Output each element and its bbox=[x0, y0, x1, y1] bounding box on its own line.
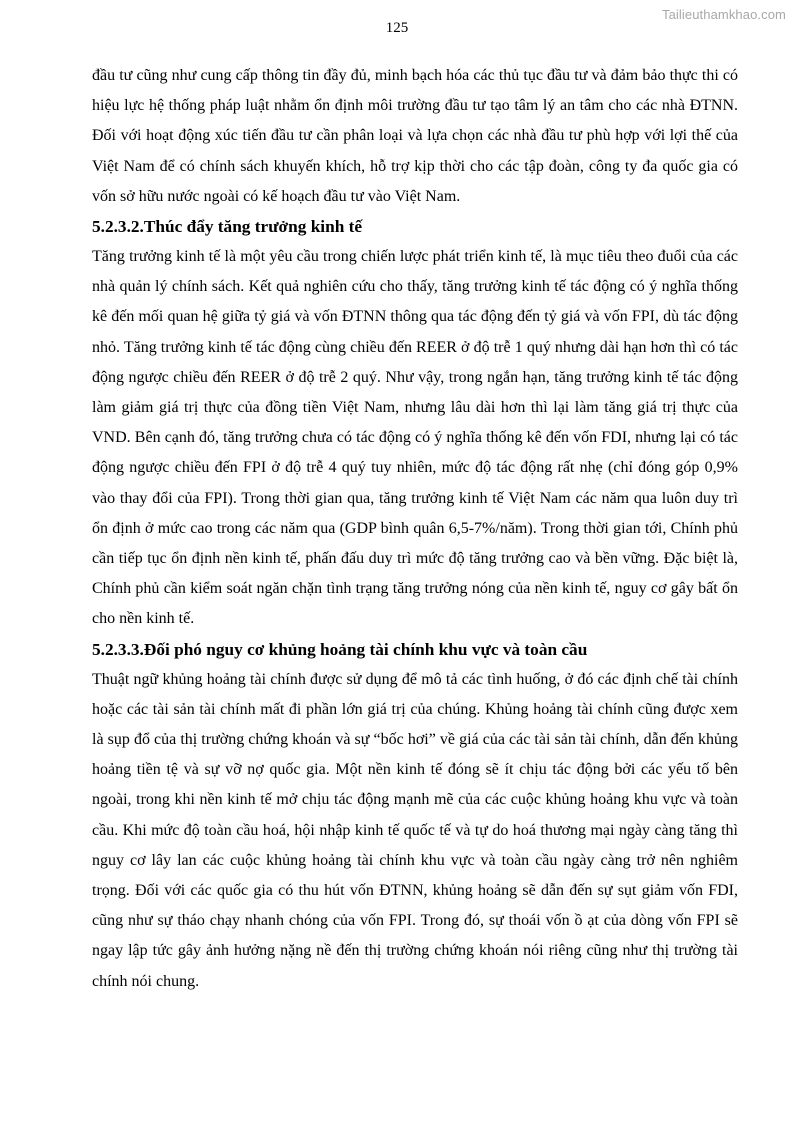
watermark: Tailieuthamkhao.com bbox=[661, 7, 786, 22]
paragraph-investment-policy: đầu tư cũng như cung cấp thông tin đầy đủ, minh bạch hóa các thủ tục đầu tư và đảm bảo thực thi có hiệu lực hệ thống pháp luật nhằm ổn định môi trường đầu tư tạo tâm lý an tâm cho các nhà ĐTNN. Đối với hoạt động xúc tiến đầu tư cần phân loại và lựa chọn các nhà đầu tư phù hợp với lợi thế của Việt Nam để có chính sách khuyến khích, hỗ trợ kịp thời cho các tập đoàn, công ty đa quốc gia có vốn sở hữu nước ngoài có kế hoạch đầu tư vào Việt Nam. bbox=[92, 67, 738, 205]
paragraph-financial-crisis: Thuật ngữ khủng hoảng tài chính được sử dụng để mô tả các tình huống, ở đó các định chế tài chính hoặc các tài sản tài chính mất đi phần lớn giá trị của chúng. Khủng hoảng tài chính cũng được xem là sụp đổ của thị trường chứng khoán và sự “bốc hơi” về giá của các tài sản tài chính, dẫn đến khủng hoảng tiền tệ và sự vỡ nợ quốc gia. Một nền kinh tế đóng sẽ ít chịu tác động bởi các yếu tố bên ngoài, trong khi nền kinh tế mở chịu tác động mạnh mẽ của các cuộc khủng hoảng khu vực và toàn cầu. Khi mức độ toàn cầu hoá, hội nhập kinh tế quốc tế và tự do hoá thương mại ngày càng tăng thì nguy cơ lây lan các cuộc khủng hoảng tài chính khu vực và toàn cầu ngày càng trở nên nghiêm trọng. Đối với các quốc gia có thu hút vốn ĐTNN, khủng hoảng sẽ dẫn đến sự sụt giảm vốn FDI, cũng như sự tháo chạy nhanh chóng của vốn FPI. Trong đó, sự thoái vốn ồ ạt của dòng vốn FPI sẽ ngay lập tức gây ảnh hưởng nặng nề đến thị trường chứng khoán nói riêng cũng như thị trường tài chính nói chung. bbox=[92, 670, 738, 990]
page-number: 125 bbox=[385, 20, 409, 36]
paragraph-economic-growth: Tăng trưởng kinh tế là một yêu cầu trong chiến lược phát triển kinh tế, là mục tiêu theo đuổi của các nhà quản lý chính sách. Kết quả nghiên cứu cho thấy, tăng trưởng kinh tế tác động có ý nghĩa thống kê đến mối quan hệ giữa tỷ giá và vốn ĐTNN thông qua tác động đến tỷ giá và vốn FPI, dù tác động nhỏ. Tăng trưởng kinh tế tác động cùng chiều đến REER ở độ trễ 1 quý nhưng dài hạn hơn thì có tác động ngược chiều đến REER ở độ trễ 2 quý. Như vậy, trong ngắn hạn, tăng trưởng kinh tế tác động làm giảm giá trị thực của đồng tiền Việt Nam, nhưng lâu dài hơn thì lại làm tăng giá trị thực của VND. Bên cạnh đó, tăng trưởng chưa có tác động có ý nghĩa thống kê đến vốn FDI, nhưng lại có tác động ngược chiều đến FPI ở độ trễ 4 quý tuy nhiên, mức độ tác động rất nhẹ (chỉ đóng góp 0,9% vào thay đổi của FPI). Trong thời gian qua, tăng trưởng kinh tế Việt Nam các năm qua luôn duy trì ổn định ở mức cao trong các năm qua (GDP bình quân 6,5-7%/năm). Trong thời gian tới, Chính phủ cần tiếp tục ổn định nền kinh tế, phấn đấu duy trì mức độ tăng trưởng cao và bền vững. Đặc biệt là, Chính phủ cần kiểm soát ngăn chặn tình trạng tăng trưởng nóng của nền kinh tế, nguy cơ gây bất ổn cho nền kinh tế. bbox=[92, 248, 738, 628]
section-heading-economic-growth: 5.2.3.2.Thúc đẩy tăng trưởng kinh tế bbox=[92, 217, 363, 237]
document-body bbox=[92, 61, 738, 997]
section-heading-financial-crisis: 5.2.3.3.Đối phó nguy cơ khủng hoảng tài chính khu vực và toàn cầu bbox=[92, 639, 588, 659]
